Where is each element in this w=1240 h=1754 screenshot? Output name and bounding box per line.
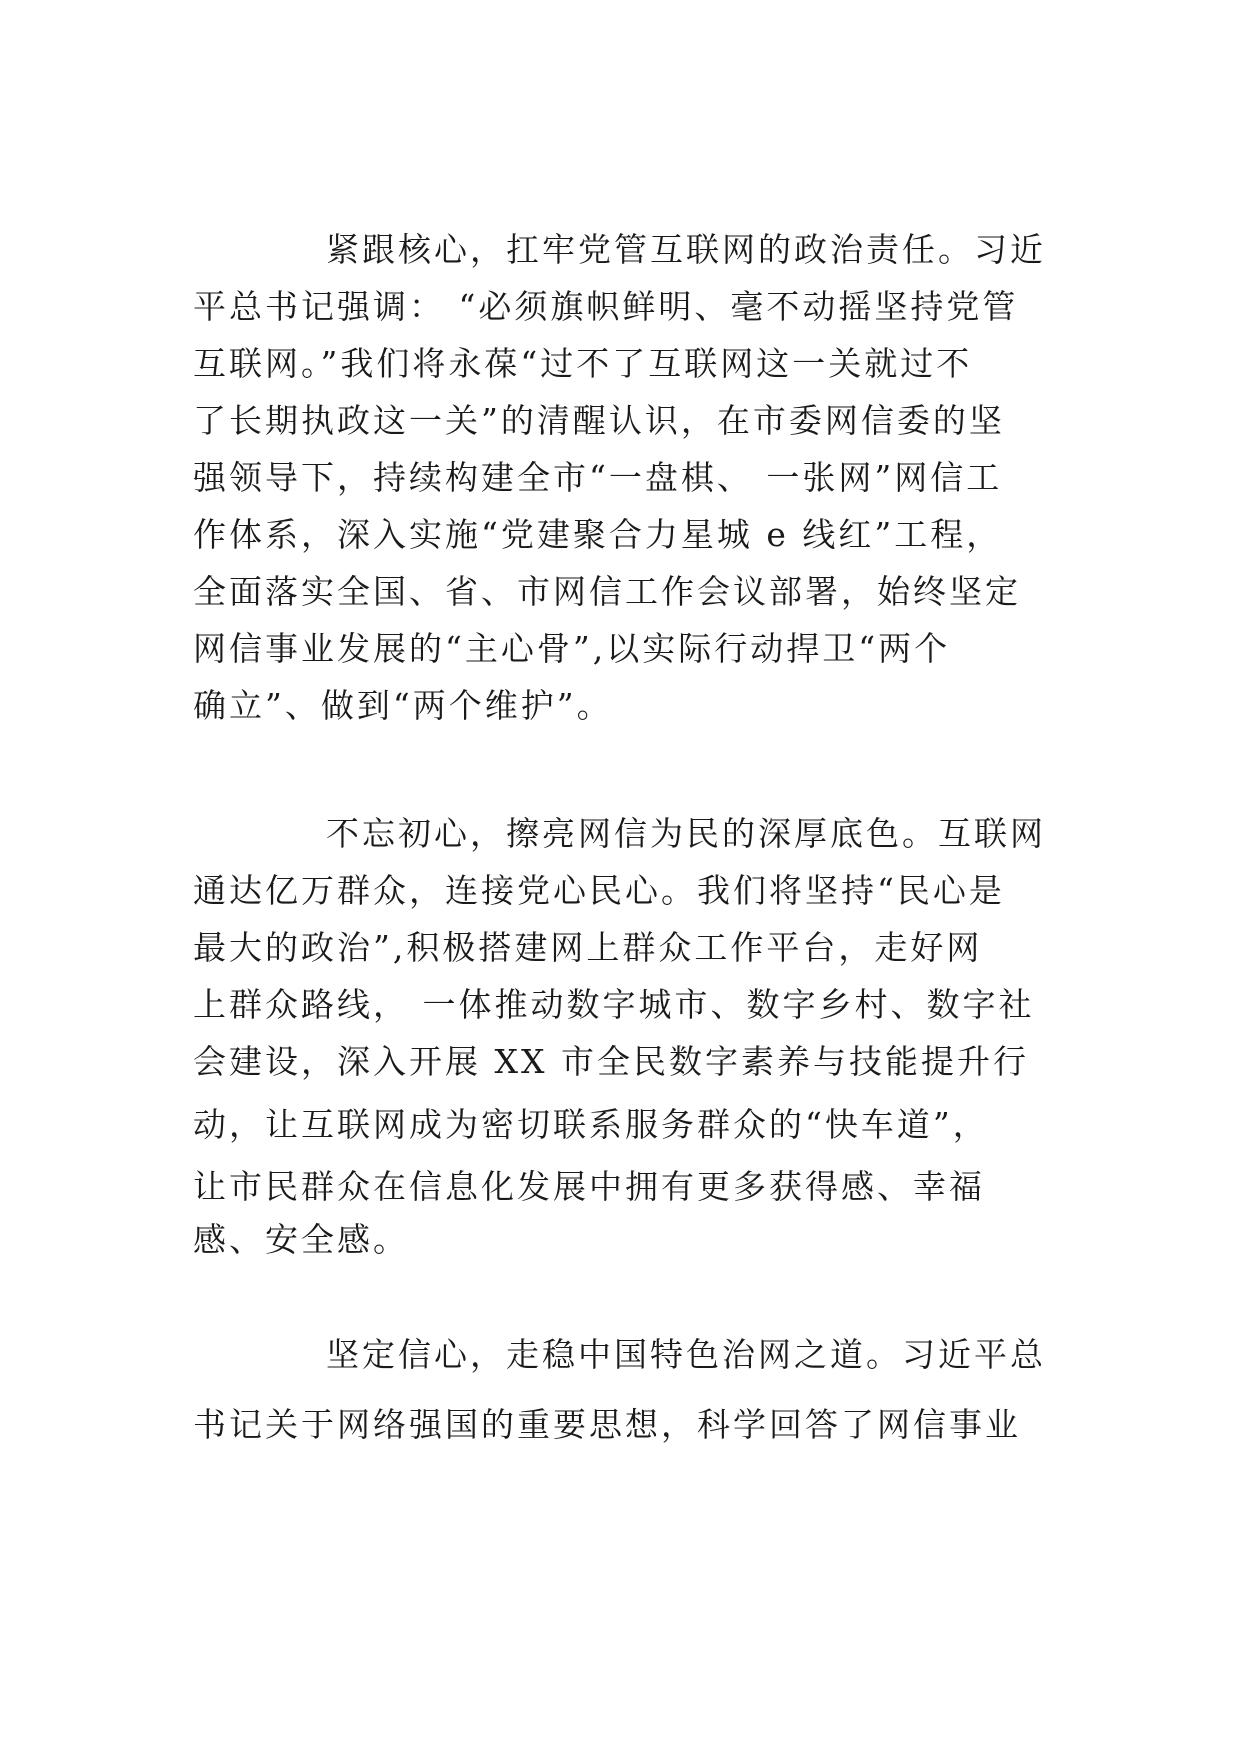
paragraph-line: 网信事业发展的“主心骨”,以实际行动捍卫“两个 xyxy=(193,629,951,668)
paragraph-line: 强领导下，持续构建全市“一盘棋、 一张网”网信工 xyxy=(193,458,1003,497)
paragraph-line: 不忘初心，擦亮网信为民的深厚底色。互联网 xyxy=(326,814,1046,853)
paragraph-line: 了长期执政这一关”的清醒认识，在市委网信委的坚 xyxy=(193,401,1005,440)
paragraph-line: 互联网。”我们将永葆“过不了互联网这一关就过不 xyxy=(193,344,973,383)
paragraph-line: 确立”、做到“两个维护”。 xyxy=(193,686,613,725)
paragraph-line: 让市民群众在信息化发展中拥有更多获得感、幸福 xyxy=(193,1167,985,1206)
paragraph-line: 作体系，深入实施“党建聚合力星城 e 线红”工程， xyxy=(193,515,1003,554)
paragraph-line: 坚定信心，走稳中国特色治网之道。习近平总 xyxy=(326,1335,1046,1374)
paragraph-line: 全面落实全国、省、市网信工作会议部署，始终坚定 xyxy=(193,572,1021,611)
paragraph-line: 感、安全感。 xyxy=(193,1220,409,1259)
paragraph-original-aspiration xyxy=(193,805,1053,1266)
paragraph-line: 动，让互联网成为密切联系服务群众的“快车道”， xyxy=(193,1105,989,1144)
paragraph-line: 会建设，深入开展 XX 市全民数字素养与技能提升行 xyxy=(193,1042,1029,1081)
paragraph-confidence xyxy=(193,1320,1053,1460)
paragraph-line: 平总书记强调： “必须旗帜鲜明、毫不动摇坚持党管 xyxy=(193,287,1019,326)
paragraph-line: 紧跟核心，扛牢党管互联网的政治责任。习近 xyxy=(326,230,1046,269)
paragraph-line: 通达亿万群众，连接党心民心。我们将坚持“民心是 xyxy=(193,871,1005,910)
paragraph-line: 书记关于网络强国的重要思想，科学回答了网信事业 xyxy=(193,1405,1021,1444)
paragraph-line: 最大的政治”,积极搭建网上群众工作平台，走好网 xyxy=(193,928,983,967)
paragraph-core xyxy=(193,221,1053,734)
paragraph-line: 上群众路线， 一体推动数字城市、数字乡村、数字社 xyxy=(193,985,1035,1024)
